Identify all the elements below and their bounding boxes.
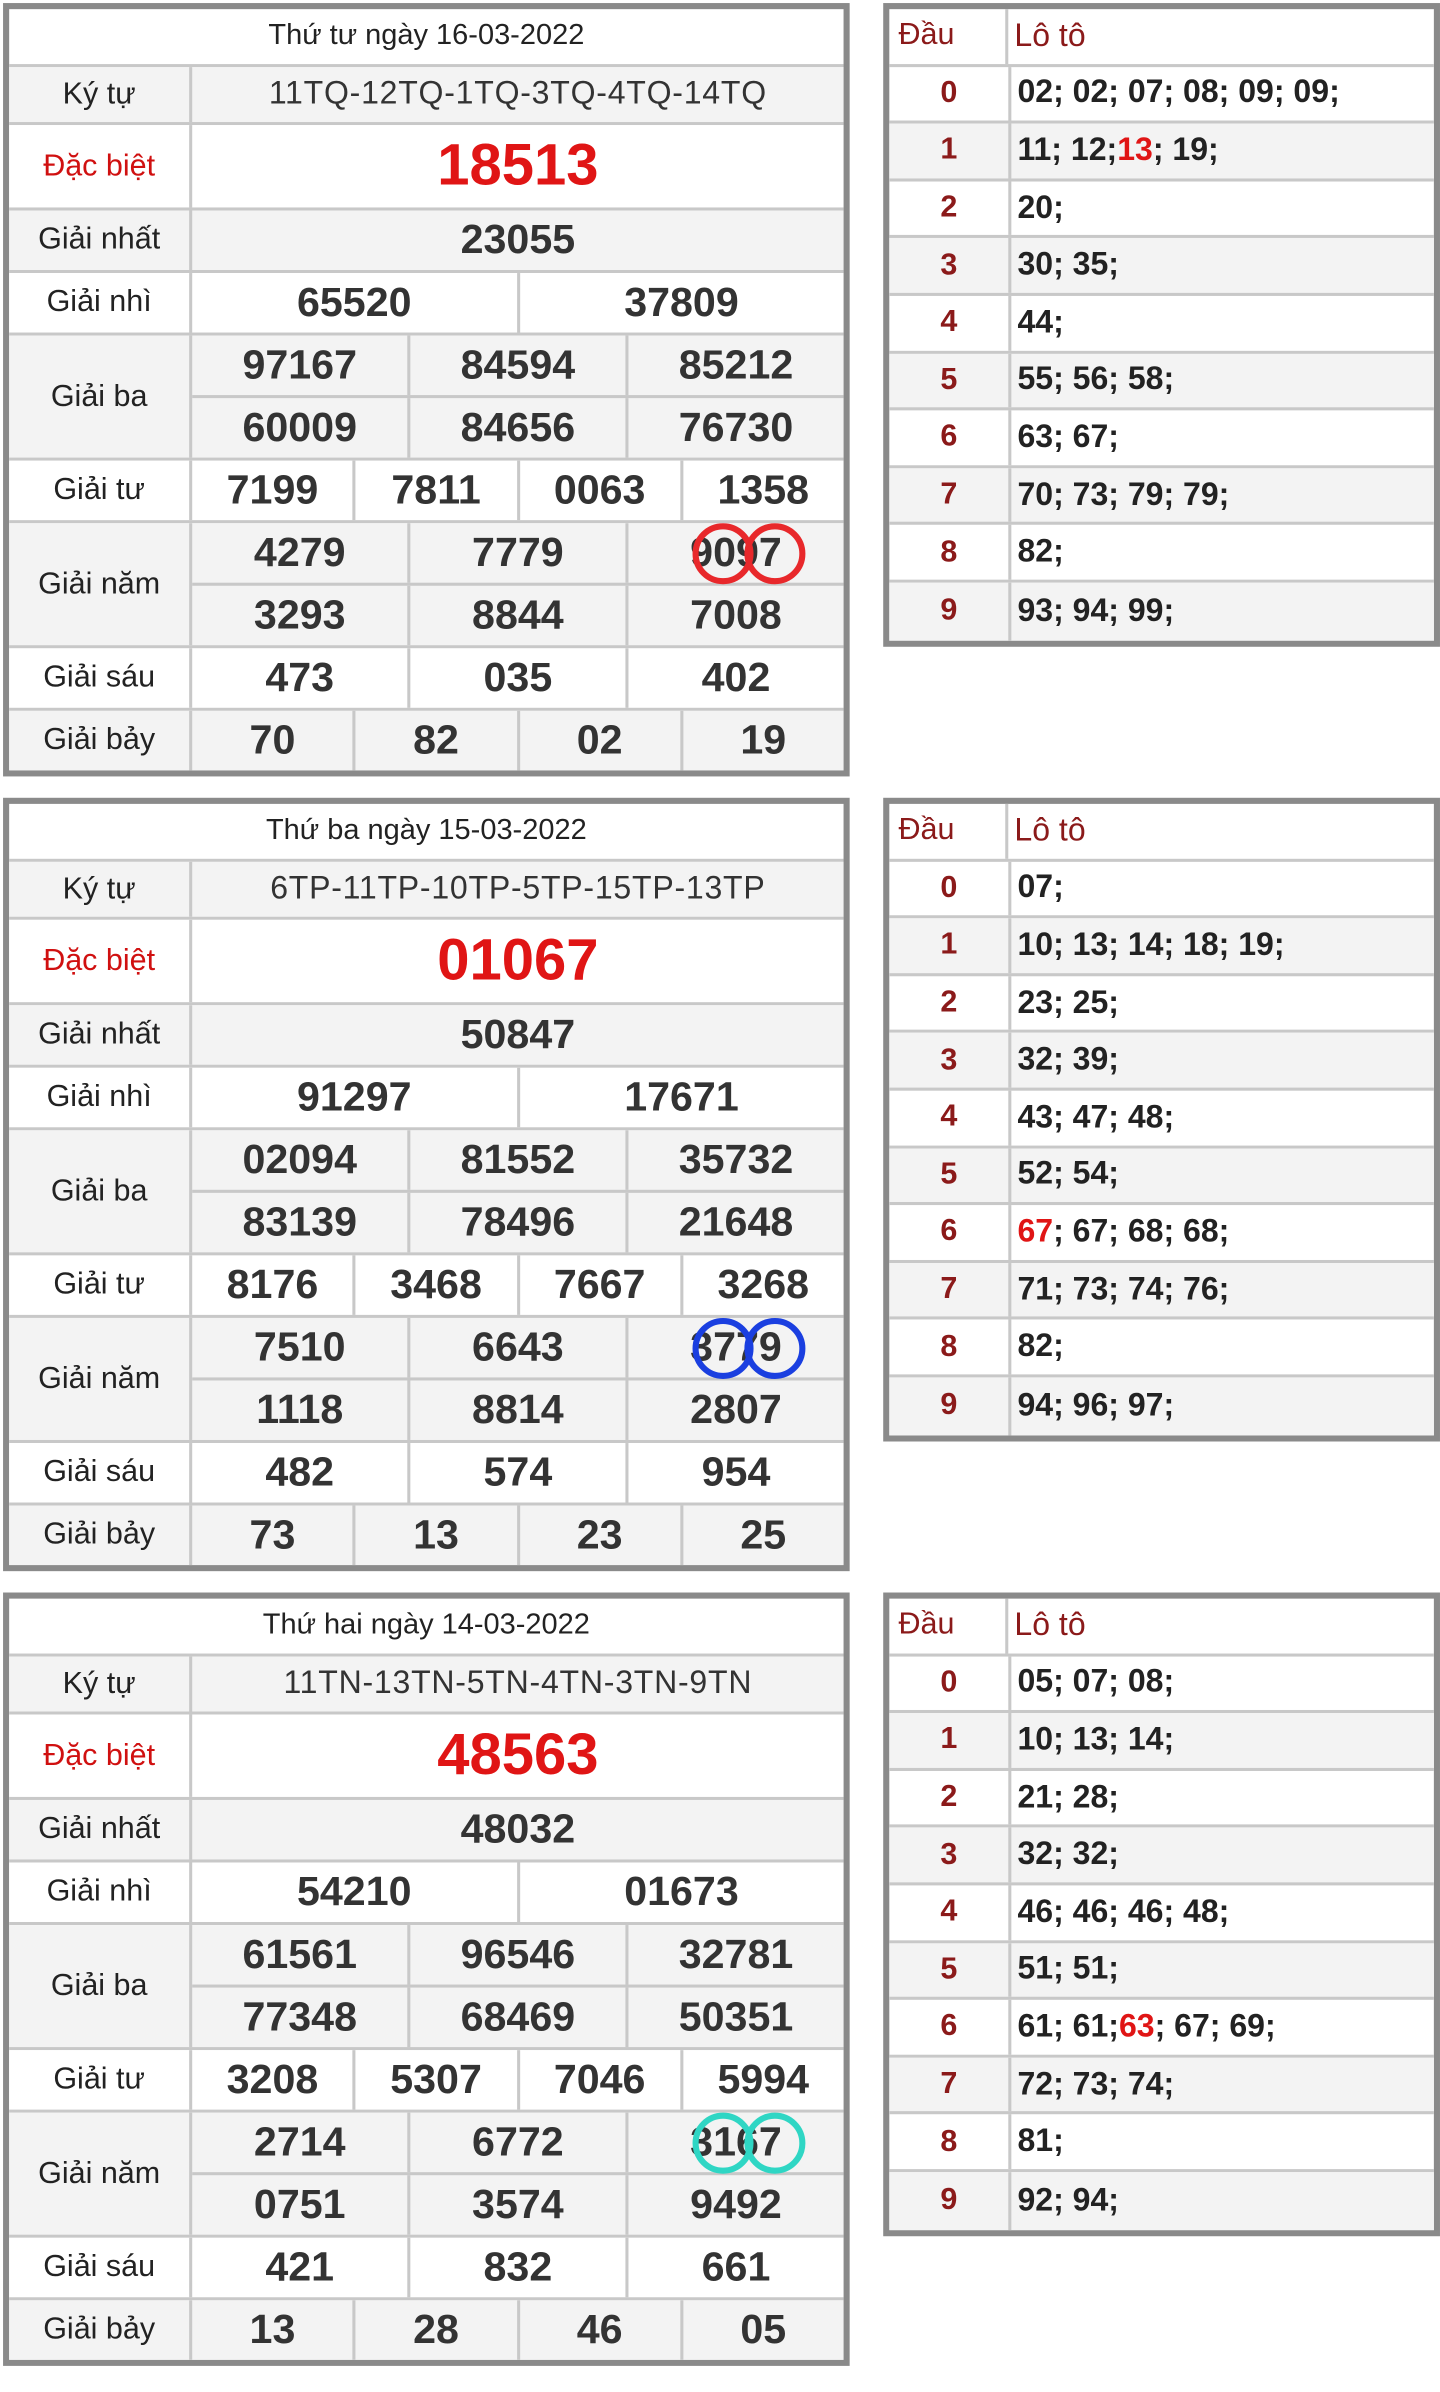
loto-numbers-text: 82; (1017, 1328, 1064, 1364)
loto-numbers (1011, 1885, 1434, 1939)
loto-row (889, 1771, 1434, 1828)
loto-row (889, 1828, 1434, 1885)
seventh-prize-number: 73 (249, 1511, 296, 1558)
loto-numbers-text: 92; 94; (1017, 2182, 1119, 2218)
loto-numbers (1011, 861, 1434, 915)
label-ky-tu: Ký tự (9, 1657, 192, 1712)
fourth-prize-number: 0063 (516, 461, 680, 520)
loto-special-highlight: 67 (1017, 1214, 1054, 1250)
seventh-prize-number: 25 (680, 1506, 844, 1565)
results-table (3, 1593, 850, 2366)
loto-head-digit: 2 (889, 976, 1011, 1030)
loto-numbers-text: 10; 13; 14; (1017, 1722, 1175, 1758)
loto-numbers (1011, 976, 1434, 1030)
fourth-prize-number: 5307 (353, 2050, 517, 2109)
loto-row (889, 411, 1434, 468)
loto-numbers-text: 51; 51; (1017, 1951, 1119, 1987)
loto-row (889, 353, 1434, 410)
loto-head-digit: 5 (889, 353, 1011, 407)
draw-section (0, 1589, 1440, 2352)
loto-head-digit: 0 (889, 861, 1011, 915)
loto-numbers (1011, 1320, 1434, 1374)
row-giai-bay (9, 1506, 843, 1565)
fourth-prize-number: 7199 (226, 466, 319, 513)
second-prize-number: 65520 (297, 279, 412, 325)
third-prize-number: 85212 (625, 336, 843, 395)
loto-row (889, 1033, 1434, 1090)
header-dau: Đầu (889, 804, 1008, 858)
loto-numbers (1011, 1377, 1434, 1434)
label-dac-biet: Đặc biệt (9, 1715, 192, 1797)
fifth-prize-number: 3293 (253, 591, 346, 638)
fifth-prize-number: 7008 (625, 586, 843, 645)
label-ky-tu: Ký tự (9, 67, 192, 122)
loto-head-digit: 4 (889, 1091, 1011, 1145)
label-giai-nam: Giải năm (9, 523, 192, 645)
fifth-prize-number: 4279 (253, 529, 346, 576)
header-dau: Đầu (889, 9, 1008, 63)
loto-numbers (1011, 1033, 1434, 1087)
loto-numbers (1011, 296, 1434, 350)
loto-row (889, 1377, 1434, 1434)
loto-row (889, 583, 1434, 640)
loto-numbers (1011, 181, 1434, 235)
loto-numbers-text: 21; 28; (1017, 1779, 1119, 1815)
label-giai-sau: Giải sáu (9, 2238, 192, 2297)
fifth-prize-number-text: 3167 (690, 2118, 782, 2165)
label-giai-nhi: Giải nhì (9, 273, 192, 332)
loto-numbers-text: 61; 61; (1017, 2008, 1119, 2044)
loto-head-digit: 9 (889, 2172, 1011, 2229)
third-prize-number: 77348 (242, 1993, 358, 2040)
fifth-prize-number: 7510 (253, 1324, 346, 1370)
loto-head-digit: 6 (889, 411, 1011, 465)
loto-head-digit: 8 (889, 525, 1011, 579)
second-prize-number: 91297 (297, 1073, 412, 1120)
loto-numbers (1011, 1828, 1434, 1882)
loto-numbers (1011, 1771, 1434, 1825)
fifth-prize-number: 3574 (407, 2175, 625, 2234)
seventh-prize-number: 02 (516, 711, 680, 770)
fifth-prize-number: 7779 (407, 523, 625, 582)
sixth-prize-number: 954 (625, 1443, 843, 1502)
loto-numbers-text: ; 67; 68; 68; (1053, 1214, 1230, 1250)
fifth-prize-number-text: 9097 (690, 529, 782, 576)
loto-row (889, 976, 1434, 1033)
loto-numbers (1011, 2172, 1434, 2229)
sixth-prize-number: 482 (265, 1449, 335, 1495)
fifth-prize-number: 8844 (407, 586, 625, 645)
loto-row (889, 468, 1434, 525)
fourth-prize-number: 8176 (226, 1261, 319, 1308)
ky-tu-value: 11TN-13TN-5TN-4TN-3TN-9TN (283, 1665, 753, 1701)
label-giai-tu: Giải tư (9, 1255, 192, 1314)
loto-numbers-text: 94; 96; 97; (1017, 1387, 1175, 1423)
loto-row (889, 861, 1434, 918)
first-prize-number: 50847 (460, 1011, 576, 1058)
label-giai-ba: Giải ba (9, 1130, 192, 1252)
row-giai-bay (9, 2300, 843, 2359)
label-dac-biet: Đặc biệt (9, 125, 192, 207)
row-dac-biet (9, 1715, 843, 1800)
row-ky-tu (9, 67, 843, 125)
loto-numbers (1011, 1713, 1434, 1767)
loto-special-highlight: 13 (1117, 132, 1153, 168)
loto-numbers (1011, 2057, 1434, 2111)
loto-head-digit: 5 (889, 1148, 1011, 1202)
label-giai-nhat: Giải nhất (9, 211, 192, 270)
fourth-prize-number: 7667 (516, 1255, 680, 1314)
loto-numbers-text: 72; 73; 74; (1017, 2066, 1175, 2102)
loto-head-digit: 8 (889, 1320, 1011, 1374)
loto-numbers-text: 05; 07; 08; (1017, 1664, 1175, 1700)
loto-table (883, 3, 1440, 646)
loto-numbers-text: 44; (1017, 304, 1064, 340)
label-ky-tu: Ký tự (9, 862, 192, 917)
loto-numbers (1011, 1091, 1434, 1145)
draw-date-title: Thứ ba ngày 15-03-2022 (9, 804, 843, 862)
draw-section (0, 0, 1440, 763)
loto-numbers (1011, 1943, 1434, 1997)
loto-numbers-text: 93; 94; 99; (1017, 592, 1175, 629)
label-giai-nhat: Giải nhất (9, 1800, 192, 1859)
special-prize-number: 01067 (437, 928, 599, 993)
loto-row (889, 1713, 1434, 1770)
third-prize-number: 21648 (625, 1193, 843, 1252)
special-prize-number: 18513 (437, 133, 599, 198)
loto-numbers (1011, 919, 1434, 973)
loto-numbers-text: 70; 73; 79; 79; (1017, 476, 1230, 512)
fifth-prize-number: 8814 (407, 1380, 625, 1439)
fifth-prize-number-text: 3779 (690, 1324, 782, 1370)
row-giai-sau (9, 1443, 843, 1506)
loto-head-digit: 7 (889, 468, 1011, 522)
loto-row (889, 1320, 1434, 1377)
loto-numbers-text: 10; 13; 14; 18; 19; (1017, 927, 1285, 963)
loto-row (889, 2115, 1434, 2172)
loto-head-digit: 5 (889, 1943, 1011, 1997)
fourth-prize-number: 7046 (516, 2050, 680, 2109)
label-giai-nam: Giải năm (9, 2113, 192, 2235)
row-giai-sau (9, 2238, 843, 2301)
fourth-prize-number: 7811 (353, 461, 517, 520)
loto-numbers (1011, 1263, 1434, 1317)
loto-numbers (1011, 525, 1434, 579)
loto-head-digit: 9 (889, 1377, 1011, 1434)
loto-numbers-text: 23; 25; (1017, 984, 1119, 1020)
loto-numbers (1011, 2000, 1434, 2054)
hand-drawn-circle-right (744, 2113, 805, 2174)
sixth-prize-number: 661 (625, 2238, 843, 2297)
loto-numbers (1011, 124, 1434, 178)
loto-row (889, 239, 1434, 296)
seventh-prize-number: 13 (353, 1506, 517, 1565)
loto-numbers-text: 32; 32; (1017, 1836, 1119, 1872)
third-prize-number: 32781 (625, 1925, 843, 1984)
loto-numbers-text: 81; (1017, 2123, 1064, 2159)
loto-numbers-text: 20; (1017, 190, 1064, 226)
hand-drawn-circle-right (744, 1318, 805, 1379)
second-prize-number: 37809 (516, 273, 843, 332)
loto-row (889, 919, 1434, 976)
loto-head-digit: 7 (889, 1263, 1011, 1317)
loto-row (889, 296, 1434, 353)
loto-numbers-text: 07; (1017, 870, 1064, 906)
row-giai-sau (9, 648, 843, 711)
loto-numbers (1011, 411, 1434, 465)
loto-head-digit: 2 (889, 181, 1011, 235)
fourth-prize-number: 3468 (353, 1255, 517, 1314)
loto-numbers-text: ; 19; (1152, 132, 1219, 168)
loto-head-digit: 0 (889, 66, 1011, 120)
fifth-prize-number: 2714 (253, 2118, 346, 2165)
loto-numbers (1011, 1205, 1434, 1259)
loto-row (889, 181, 1434, 238)
label-giai-sau: Giải sáu (9, 1443, 192, 1502)
loto-row (889, 66, 1434, 123)
third-prize-number: 35732 (625, 1130, 843, 1189)
special-prize-number: 48563 (437, 1722, 599, 1788)
seventh-prize-number: 19 (680, 711, 844, 770)
third-prize-number: 60009 (242, 404, 358, 450)
third-prize-number: 81552 (407, 1130, 625, 1189)
loto-numbers-text: 32; 39; (1017, 1042, 1119, 1078)
loto-head-digit: 1 (889, 124, 1011, 178)
label-giai-ba: Giải ba (9, 336, 192, 458)
header-loto: Lô tô (1014, 812, 1086, 848)
fourth-prize-number: 3208 (226, 2056, 319, 2103)
ky-tu-value: 6TP-11TP-10TP-5TP-15TP-13TP (270, 871, 766, 907)
header-loto: Lô tô (1014, 17, 1086, 54)
loto-numbers (1011, 2115, 1434, 2169)
row-giai-tu (9, 1255, 843, 1318)
header-dau: Đầu (889, 1599, 1008, 1653)
loto-numbers-text: 43; 47; 48; (1017, 1099, 1175, 1135)
third-prize-number: 50351 (625, 1988, 843, 2047)
loto-row (889, 2000, 1434, 2057)
loto-numbers (1011, 1148, 1434, 1202)
third-prize-number: 83139 (242, 1198, 358, 1245)
loto-numbers-text: 82; (1017, 534, 1064, 570)
sixth-prize-number: 421 (265, 2243, 335, 2290)
loto-numbers-text: 71; 73; 74; 76; (1017, 1271, 1230, 1307)
draw-section (0, 795, 1440, 1558)
second-prize-number: 01673 (516, 1863, 843, 1922)
seventh-prize-number: 82 (353, 711, 517, 770)
fifth-prize-number: 6643 (407, 1318, 625, 1377)
third-prize-number: 96546 (407, 1925, 625, 1984)
draw-date-title: Thứ tư ngày 16-03-2022 (9, 9, 843, 67)
third-prize-number: 84594 (407, 336, 625, 395)
row-giai-nhi (9, 273, 843, 336)
row-giai-nam (9, 2113, 843, 2238)
label-giai-bay: Giải bảy (9, 711, 192, 770)
seventh-prize-number: 46 (516, 2300, 680, 2359)
label-giai-nhi: Giải nhì (9, 1068, 192, 1127)
loto-head-digit: 6 (889, 2000, 1011, 2054)
loto-row (889, 124, 1434, 181)
loto-row (889, 2172, 1434, 2229)
fourth-prize-number: 1358 (680, 461, 844, 520)
row-dac-biet (9, 125, 843, 210)
row-dac-biet (9, 920, 843, 1005)
loto-numbers-text: 52; 54; (1017, 1156, 1119, 1192)
loto-row (889, 1205, 1434, 1262)
loto-table (883, 798, 1440, 1441)
row-giai-tu (9, 2050, 843, 2113)
sixth-prize-number: 574 (407, 1443, 625, 1502)
loto-head-digit: 1 (889, 1713, 1011, 1767)
fifth-prize-number: 2807 (625, 1380, 843, 1439)
row-giai-nhat (9, 211, 843, 274)
results-table (3, 798, 850, 1571)
loto-numbers (1011, 239, 1434, 293)
second-prize-number: 17671 (516, 1068, 843, 1127)
loto-row (889, 1091, 1434, 1148)
label-giai-nhat: Giải nhất (9, 1005, 192, 1064)
loto-numbers-text: 63; 67; (1017, 419, 1119, 455)
loto-numbers-text: 55; 56; 58; (1017, 362, 1175, 398)
fourth-prize-number: 3268 (680, 1255, 844, 1314)
row-ky-tu (9, 862, 843, 920)
row-giai-nhi (9, 1068, 843, 1131)
first-prize-number: 23055 (460, 216, 576, 263)
loto-head-digit: 3 (889, 1033, 1011, 1087)
loto-row (889, 2057, 1434, 2114)
loto-row (889, 1885, 1434, 1942)
loto-row (889, 1263, 1434, 1320)
label-giai-nam: Giải năm (9, 1318, 192, 1440)
fifth-prize-number: 6772 (407, 2113, 625, 2172)
row-giai-bay (9, 711, 843, 770)
sixth-prize-number: 402 (625, 648, 843, 707)
row-giai-nam (9, 1318, 843, 1443)
third-prize-number: 02094 (242, 1136, 358, 1183)
loto-head-digit: 4 (889, 296, 1011, 350)
loto-row (889, 1656, 1434, 1713)
loto-head-digit: 7 (889, 2057, 1011, 2111)
label-giai-sau: Giải sáu (9, 648, 192, 707)
loto-head-digit: 3 (889, 1828, 1011, 1882)
loto-table (883, 1593, 1440, 2236)
fifth-prize-number-annotated (625, 1318, 843, 1377)
seventh-prize-number: 70 (249, 716, 296, 763)
loto-numbers-text: 11; 12; (1017, 132, 1118, 168)
loto-head-digit: 8 (889, 2115, 1011, 2169)
loto-special-highlight: 63 (1118, 2008, 1155, 2044)
fifth-prize-number-annotated (625, 523, 843, 582)
header-loto: Lô tô (1014, 1607, 1086, 1643)
loto-numbers-text: 02; 02; 07; 08; 09; 09; (1017, 75, 1340, 111)
first-prize-number: 48032 (460, 1806, 576, 1852)
third-prize-number: 84656 (407, 398, 625, 457)
second-prize-number: 54210 (297, 1868, 412, 1915)
hand-drawn-circle-right (744, 523, 805, 584)
fifth-prize-number: 9492 (625, 2175, 843, 2234)
loto-head-digit: 1 (889, 919, 1011, 973)
sixth-prize-number: 473 (265, 654, 335, 701)
loto-header (889, 1599, 1434, 1656)
loto-head-digit: 6 (889, 1205, 1011, 1259)
fifth-prize-number-annotated (625, 2113, 843, 2172)
label-giai-tu: Giải tư (9, 461, 192, 520)
label-giai-tu: Giải tư (9, 2050, 192, 2109)
fifth-prize-number: 0751 (253, 2181, 346, 2228)
label-giai-nhi: Giải nhì (9, 1863, 192, 1922)
loto-row (889, 525, 1434, 582)
sixth-prize-number: 832 (407, 2238, 625, 2297)
loto-numbers (1011, 468, 1434, 522)
loto-numbers-text: ; 67; 69; (1154, 2008, 1276, 2044)
ky-tu-value: 11TQ-12TQ-1TQ-3TQ-4TQ-14TQ (268, 76, 767, 112)
loto-header (889, 9, 1434, 66)
fifth-prize-number: 1118 (256, 1386, 344, 1433)
row-giai-ba (9, 336, 843, 461)
third-prize-number: 76730 (625, 398, 843, 457)
loto-head-digit: 4 (889, 1885, 1011, 1939)
loto-numbers (1011, 353, 1434, 407)
loto-numbers (1011, 1656, 1434, 1710)
sixth-prize-number: 035 (407, 648, 625, 707)
draw-date-title: Thứ hai ngày 14-03-2022 (9, 1599, 843, 1657)
row-ky-tu (9, 1657, 843, 1715)
seventh-prize-number: 28 (353, 2300, 517, 2359)
seventh-prize-number: 23 (516, 1506, 680, 1565)
label-giai-ba: Giải ba (9, 1925, 192, 2047)
label-giai-bay: Giải bảy (9, 2300, 192, 2359)
loto-row (889, 1943, 1434, 2000)
third-prize-number: 61561 (242, 1931, 358, 1977)
loto-numbers-text: 30; 35; (1017, 247, 1119, 283)
row-giai-nhat (9, 1005, 843, 1068)
loto-numbers (1011, 66, 1434, 120)
row-giai-ba (9, 1925, 843, 2050)
row-giai-nhat (9, 1800, 843, 1863)
third-prize-number: 97167 (242, 341, 358, 388)
seventh-prize-number: 13 (249, 2306, 296, 2353)
third-prize-number: 78496 (407, 1193, 625, 1252)
loto-head-digit: 2 (889, 1771, 1011, 1825)
loto-header (889, 804, 1434, 861)
row-giai-nam (9, 523, 843, 648)
label-dac-biet: Đặc biệt (9, 920, 192, 1002)
loto-numbers (1011, 583, 1434, 640)
loto-head-digit: 0 (889, 1656, 1011, 1710)
row-giai-tu (9, 461, 843, 524)
third-prize-number: 68469 (407, 1988, 625, 2047)
label-giai-bay: Giải bảy (9, 1506, 192, 1565)
loto-row (889, 1148, 1434, 1205)
loto-numbers-text: 46; 46; 46; 48; (1017, 1894, 1230, 1930)
row-giai-nhi (9, 1863, 843, 1926)
loto-head-digit: 3 (889, 239, 1011, 293)
seventh-prize-number: 05 (680, 2300, 844, 2359)
fourth-prize-number: 5994 (680, 2050, 844, 2109)
loto-head-digit: 9 (889, 583, 1011, 640)
results-table (3, 3, 850, 776)
row-giai-ba (9, 1130, 843, 1255)
